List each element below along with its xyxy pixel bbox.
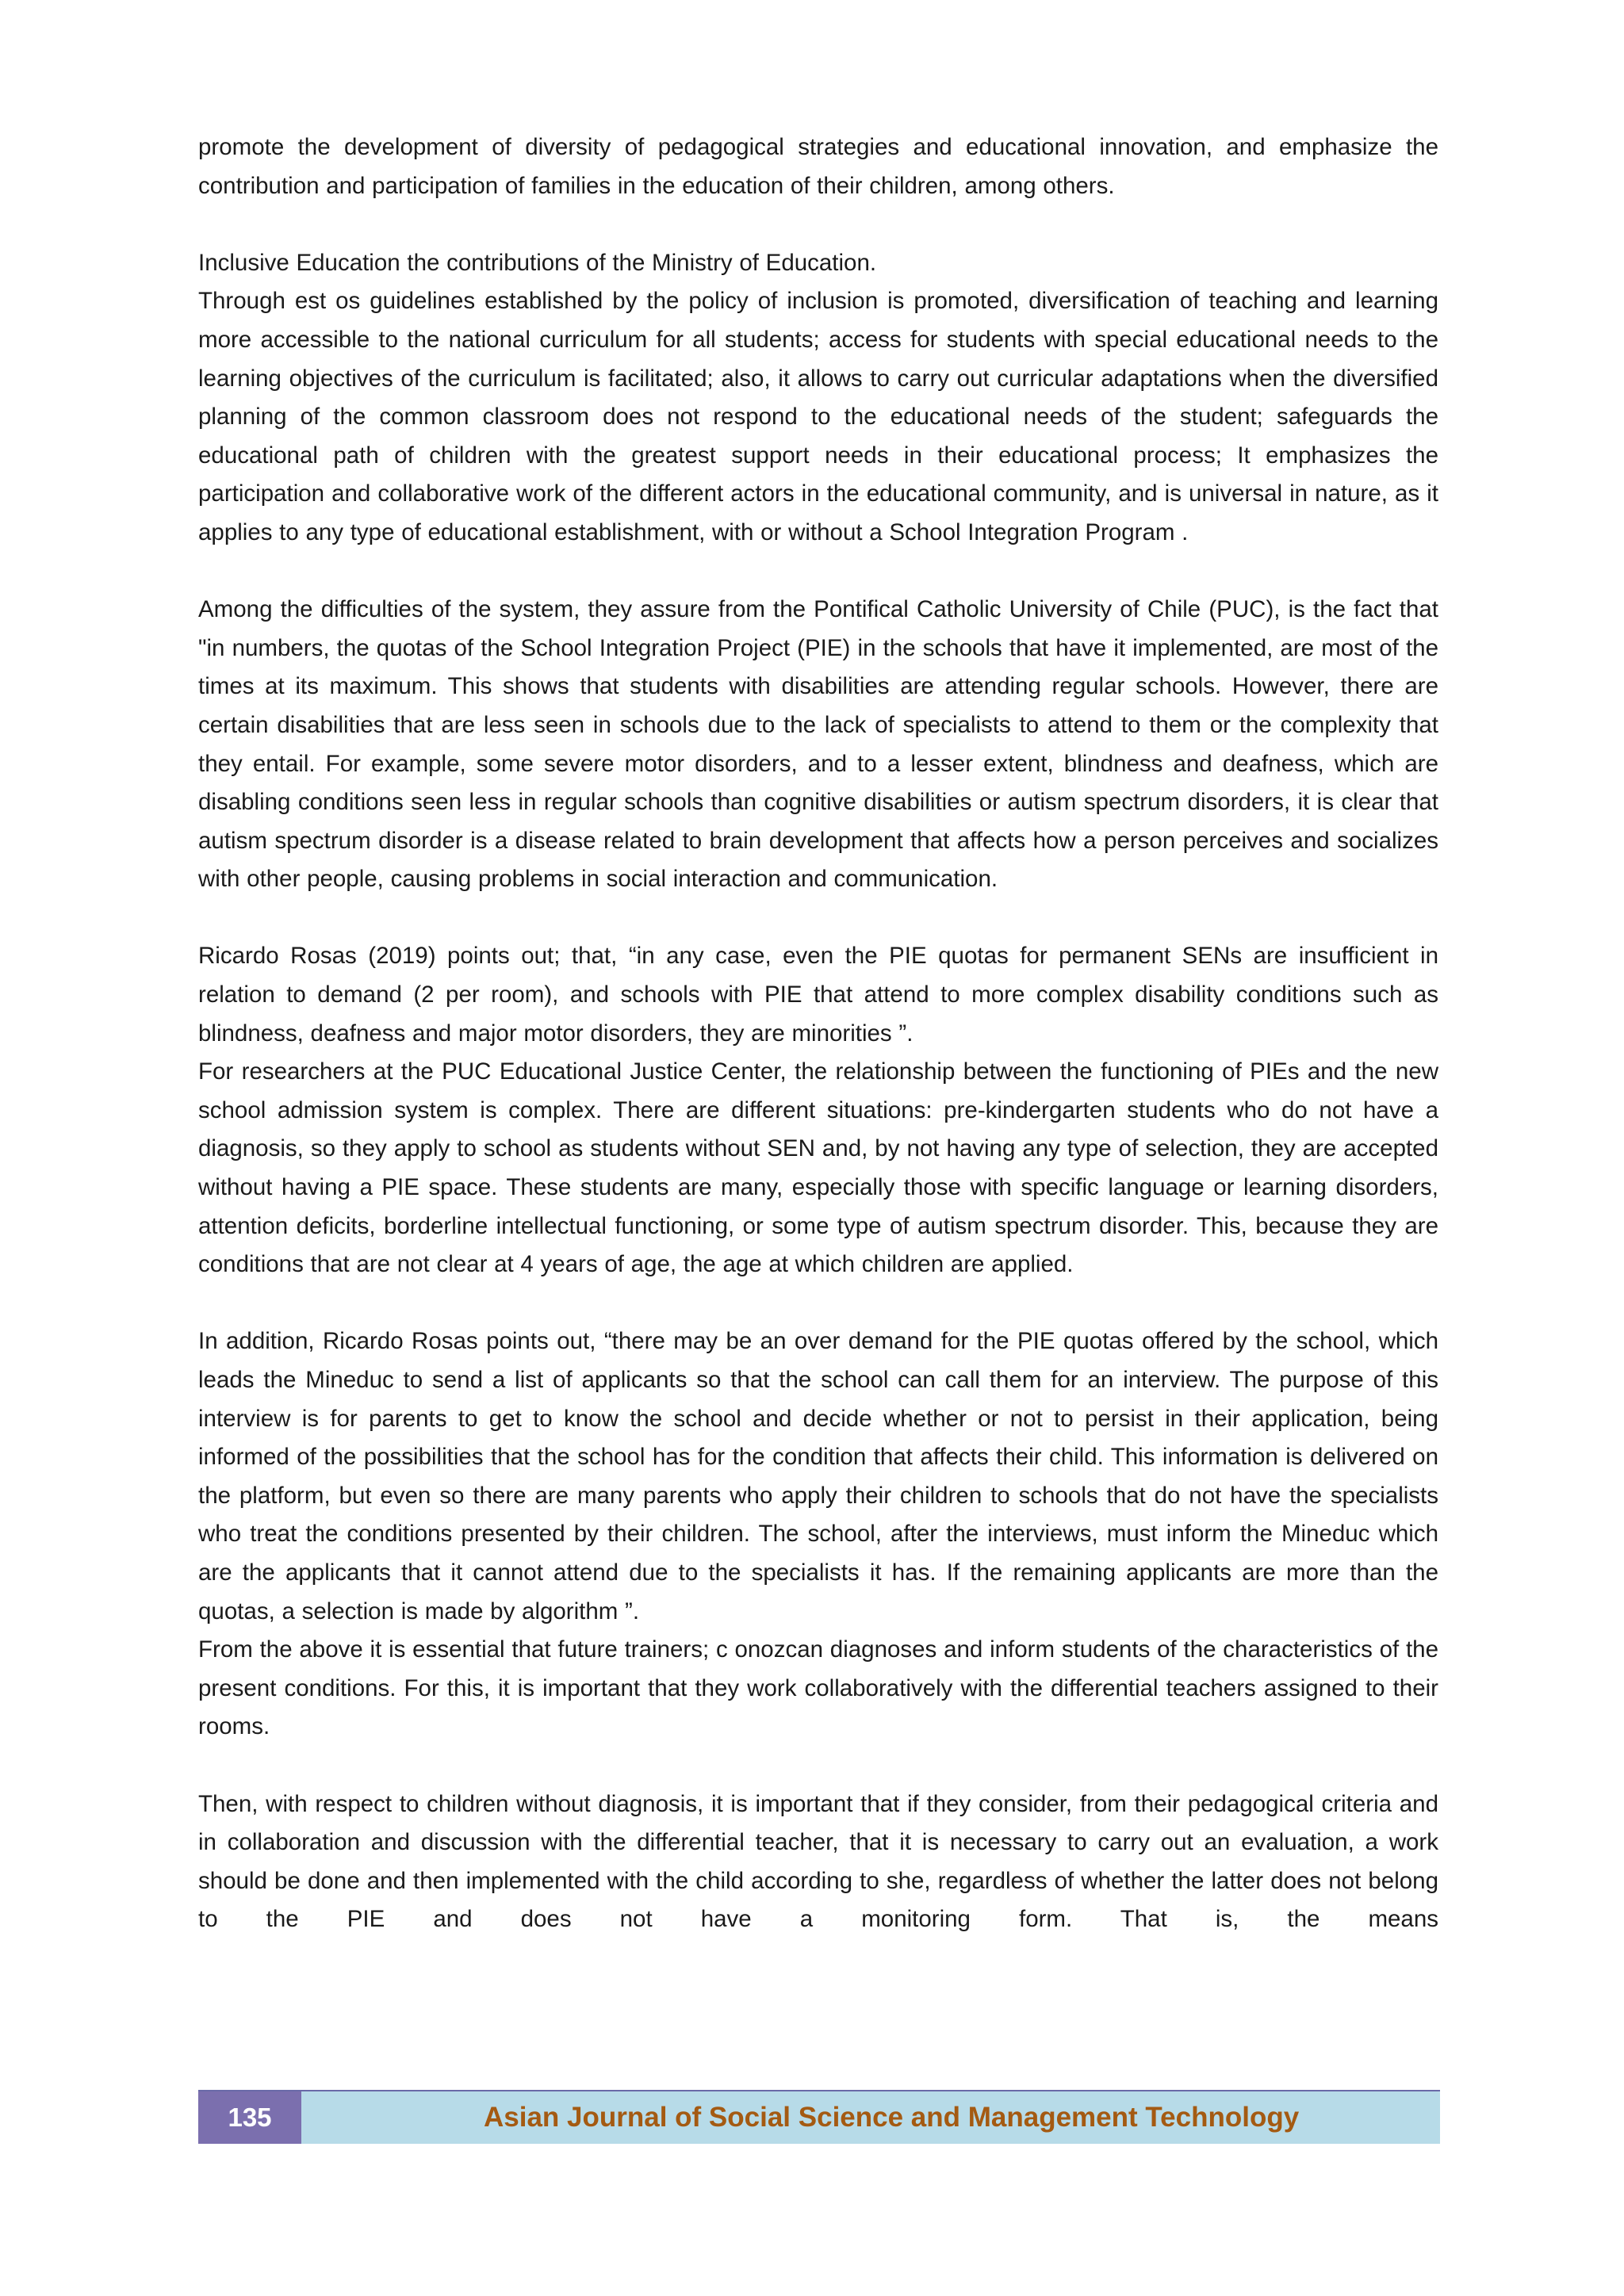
paragraph: Among the difficulties of the system, they assure from the Pontifical Catholic University of Chile (PUC), is the fact that "in numbers, the quotas of the School Integration Project (PIE) in the schools that have it implemented, are most of the times at its maximum. This shows that students with disabilities are attending regular schools. However, there are certain disabilities that are less seen in schools due to the lack of specialists to attend to them or the complexity that they entail. For example, some severe motor disorders, and to a lesser extent, blindness and deafness, which are disabling conditions seen less in regular schools than cognitive disabilities or autism spectrum disorders, it is clear that autism spectrum disorder is a disease related to brain development that affects how a person perceives and socializes with other people, causing problems in social interaction and communication. (198, 596, 1438, 893)
paragraph-spacer (198, 553, 1438, 591)
paragraph: In addition, Ricardo Rosas points out, “there may be an over demand for the PIE quotas offered by the school, which leads the Mineduc to send a list of applicants so that the school can call them for an interview. The purpose of this interview is for parents to get to know the school and decide whether or not to persist in their application, being informed of the possibilities that the school has for the condition that affects their child. This information is delivered on the platform, but even so there are many parents who apply their children to schools that do not have the specialists who treat the conditions presented by their children. The school, after the interviews, must inform the Mineduc which are the applicants that it cannot attend due to the specialists it has. If the remaining applicants are more than the quotas, a selection is made by algorithm ”. (198, 1328, 1438, 1624)
article-body (198, 128, 1438, 1939)
paragraph: promote the development of diversity of pedagogical strategies and educational innovation, and emphasize the contribution and participation of families in the education of their children, among others. (198, 134, 1438, 199)
paragraph-spacer (198, 1747, 1438, 1785)
page-footer (198, 2090, 1440, 2144)
paragraph: Through est os guidelines established by the policy of inclusion is promoted, diversification of teaching and learning more accessible to the national curriculum for all students; access for students with special educational needs to the learning objectives of the curriculum is facilitated; also, it allows to carry out curricular adaptations when the diversified planning of the common classroom does not respond to the educational needs of the student; safeguards the educational path of children with the greatest support needs in their educational process; It emphasizes the participation and collaborative work of the different actors in the educational community, and is universal in nature, as it applies to any type of educational establishment, with or without a School Integration Program . (198, 288, 1438, 545)
paragraph: Ricardo Rosas (2019) points out; that, “in any case, even the PIE quotas for permanent SENs are insufficient in relation to demand (2 per room), and schools with PIE that attend to more complex disability conditions such as blindness, deafness and major motor disorders, they are minorities ”. (198, 943, 1438, 1047)
paragraph: For researchers at the PUC Educational Justice Center, the relationship between the functioning of PIEs and the new school admission system is complex. There are different situations: pre-kindergarten students who do not have a diagnosis, so they apply to school as students without SEN and, by not having any type of selection, they are accepted without having a PIE space. These students are many, especially those with specific language or learning disorders, attention deficits, borderline intellectual functioning, or some type of autism spectrum disorder. This, because they are conditions that are not clear at 4 years of age, the age at which children are applied. (198, 1058, 1438, 1278)
journal-title: Asian Journal of Social Science and Management Technology (301, 2091, 1440, 2144)
paragraph: Then, with respect to children without diagnosis, it is important that if they consider, from their pedagogical criteria and in collaboration and discussion with the differential teacher, that it is necessary to carry out an evaluation, a work should be done and then implemented with the child according to she, regardless of whether the latter does not belong to the PIE and does not have a monitoring form. That is, the means (198, 1790, 1438, 1933)
paragraph: Inclusive Education the contributions of the Ministry of Education. (198, 249, 877, 276)
paragraph-spacer (198, 1284, 1438, 1323)
paragraph-spacer (198, 205, 1438, 244)
page-number: 135 (198, 2091, 301, 2144)
paragraph: From the above it is essential that future trainers; c onozcan diagnoses and inform students of the characteristics of the present conditions. For this, it is important that they work collaboratively with the differential teachers assigned to their rooms. (198, 1636, 1438, 1740)
paragraph-spacer (198, 899, 1438, 938)
